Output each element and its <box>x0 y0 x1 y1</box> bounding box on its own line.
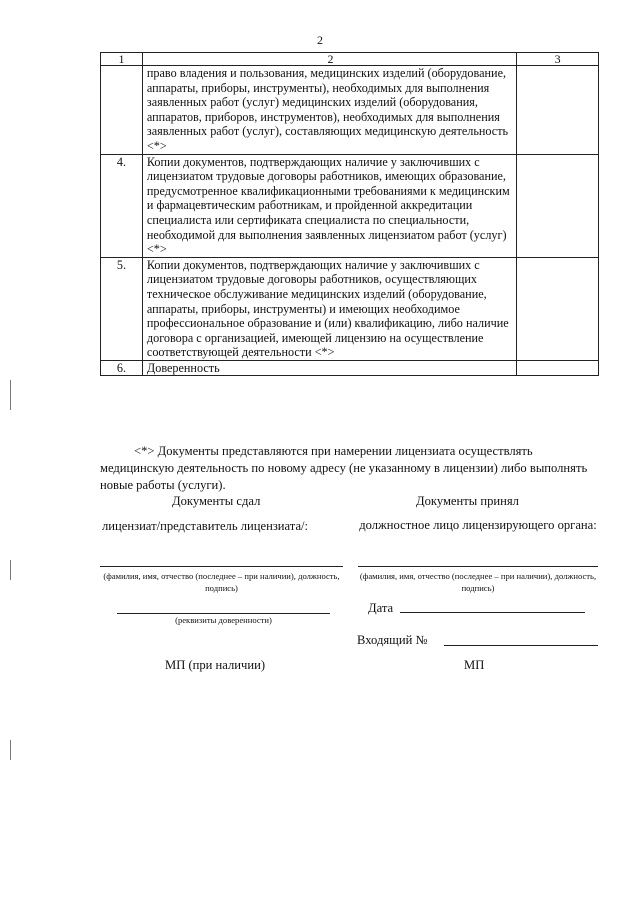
footnote: <*> Документы представляются при намерении лицензиата осуществлять медицинскую деятельность по новому адресу (не указанному в лицензии) либо выполнять новые работы (услуги). <box>100 444 588 492</box>
submitter-role: лицензиат/представитель лицензиата/: <box>102 519 309 533</box>
row-blank-cell <box>517 360 599 376</box>
row-blank-cell <box>517 154 599 257</box>
row-text-content: Доверенность <box>146 360 220 375</box>
row-text-content: Копии документов, подтверждающих наличие у заключивших с лицензиатом трудовые договоры работников, осуществляющих техническое обслуживание медицинских изделий (оборудование, аппараты, приборы, инструменты) и имеющих необходимое профессиональное образование и (или) квалификацию, либо наличие договора с организацией, имеющей лицензию на осуществление соответствующей деятельности <*> <box>146 257 509 360</box>
receiver-signature-line <box>358 566 598 567</box>
table-header-row <box>101 53 599 66</box>
table-row <box>101 360 599 376</box>
row-number: 4. <box>101 154 143 257</box>
row-number: 5. <box>101 257 143 360</box>
row-text <box>142 66 516 155</box>
row-number: 6. <box>101 360 143 376</box>
date-line <box>400 612 585 613</box>
margin-mark <box>10 560 11 580</box>
receiver-fio-caption: (фамилия, имя, отчество (последнее – при наличии), должность, подпись) <box>359 571 597 593</box>
incoming-number-line <box>444 645 598 646</box>
date-label: Дата <box>368 601 394 615</box>
documents-table <box>100 52 599 376</box>
page-number: 2 <box>317 33 323 47</box>
received-heading: Документы принял <box>416 494 519 508</box>
receiver-stamp: МП <box>464 658 485 672</box>
submitted-heading: Документы сдал <box>172 494 261 508</box>
row-text <box>142 257 516 360</box>
row-text-content: право владения и пользования, медицинских изделий (оборудование, аппараты, приборы, инструменты), необходимых для выполнения заявленных работ (услуг) медицинских изделий (оборудования, аппаратов, приборов, инструментов), необходимых для выполнения заявленных работ (услуг), составляющих медицинскую деятельность <*> <box>146 66 509 153</box>
row-number <box>101 66 143 155</box>
header-col-2: 2 <box>142 53 516 66</box>
submitter-fio-caption: (фамилия, имя, отчество (последнее – при наличии), должность, подпись) <box>103 571 340 593</box>
row-text-content: Копии документов, подтверждающих наличие у заключивших с лицензиатом трудовые договоры работников, имеющих образование, предусмотренное квалификационными требованиями к медицинским и фармацевтическим работникам, и пройденной аккредитации специалиста или сертификата специалиста по специальности, необходимой для выполнения заявленных лицензиатом работ (услуг)<*> <box>146 154 510 257</box>
table-row <box>101 257 599 360</box>
row-text <box>142 154 516 257</box>
margin-mark <box>10 740 11 760</box>
row-blank-cell <box>517 66 599 155</box>
power-of-attorney-caption: (реквизиты доверенности) <box>175 615 272 625</box>
header-col-3: 3 <box>517 53 599 66</box>
header-col-1: 1 <box>101 53 143 66</box>
row-blank-cell <box>517 257 599 360</box>
row-text <box>142 360 516 376</box>
receiver-role: должностное лицо лицензирующего органа: <box>359 518 597 532</box>
margin-mark <box>10 380 11 410</box>
table-row <box>101 66 599 155</box>
submitter-stamp: МП (при наличии) <box>165 658 266 672</box>
incoming-number-label: Входящий № <box>357 633 428 647</box>
submitter-signature-line <box>100 566 343 567</box>
table-row <box>101 154 599 257</box>
